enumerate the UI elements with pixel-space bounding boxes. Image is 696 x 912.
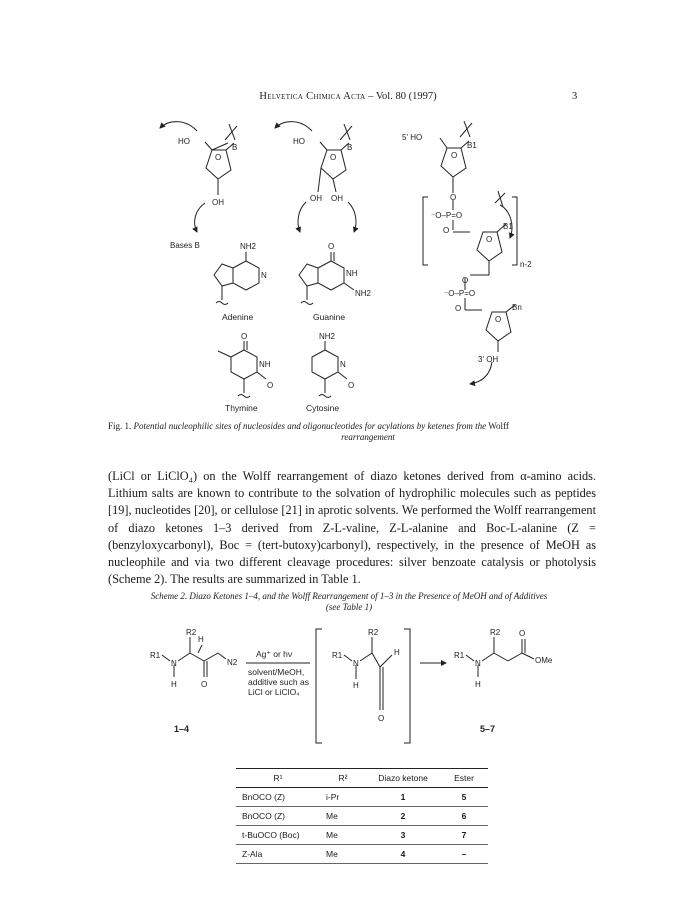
- base-name-cytosine: Cytosine: [306, 403, 340, 413]
- label-o-cytosine: O: [348, 381, 355, 390]
- label-o-2: O: [330, 153, 337, 162]
- reagent-line-4: LiCl or LiClO₄: [248, 687, 300, 697]
- cell-ester: 5: [440, 788, 488, 807]
- scheme2-drawing: [0, 615, 696, 765]
- atom-o-mid: O: [378, 714, 385, 723]
- label-o-guanine: O: [328, 242, 335, 251]
- label-oh-1: OH: [212, 198, 224, 207]
- atom-ome-right: OMe: [535, 656, 553, 665]
- cell-r1: BnOCO (Z): [236, 807, 320, 826]
- label-phosphate-1: ⁻O–P=O: [431, 211, 463, 220]
- base-name-adenine: Adenine: [222, 312, 254, 322]
- atom-r1-right: R1: [454, 651, 465, 660]
- cell-ester: 6: [440, 807, 488, 826]
- journal-name: Helvetica Chimica Acta: [259, 91, 366, 102]
- cell-r1: Z-Ala: [236, 845, 320, 864]
- arrow-1b: [195, 203, 205, 232]
- atom-n-left: N: [171, 659, 177, 668]
- label-b1-repeat: B1: [503, 222, 513, 231]
- figure1-caption: [108, 421, 628, 443]
- atom-n-right: N: [475, 659, 481, 668]
- reagent-line-1: Ag⁺ or hν: [256, 649, 293, 659]
- label-o-9: O: [495, 315, 502, 324]
- label-ho-1: HO: [178, 137, 190, 146]
- atom-n-mid: N: [353, 659, 359, 668]
- atom-h-mid-nh: H: [353, 681, 359, 690]
- label-oh-2a: OH: [310, 194, 322, 203]
- label-nh2-guanine: NH2: [355, 289, 372, 298]
- atom-h-left: H: [198, 635, 204, 644]
- figure1-caption-text: Potential nucleophilic sites of nucleosides and oligonucleotides for acylations by ketenes from the: [133, 421, 487, 431]
- body-text: [108, 468, 596, 588]
- cell-diazo: 4: [366, 845, 440, 864]
- atom-r2-right: R2: [490, 628, 501, 637]
- label-ho-2: HO: [293, 137, 305, 146]
- label-bn: Bn: [512, 303, 522, 312]
- figure1-caption-label: Fig. 1.: [108, 421, 132, 431]
- table-row: [236, 807, 488, 826]
- page-number: 3: [572, 91, 578, 102]
- figure1-drawing: [0, 0, 696, 420]
- reagent-line-2: solvent/MeOH,: [248, 667, 305, 677]
- base-name-thymine: Thymine: [225, 403, 258, 413]
- label-o-3: O: [451, 151, 458, 160]
- label-o-thymine: O: [241, 332, 248, 341]
- label-o-7: O: [462, 276, 469, 285]
- scheme2-caption: [108, 591, 590, 613]
- cell-r2: i-Pr: [320, 788, 366, 807]
- table-row: [236, 788, 488, 807]
- atom-r2-mid: R2: [368, 628, 379, 637]
- arrow-2a: [275, 122, 312, 131]
- label-nh-guanine: NH: [346, 269, 358, 278]
- reagent-line-3: additive such as: [248, 677, 309, 687]
- table-row: [236, 845, 488, 864]
- cell-ester: 7: [440, 826, 488, 845]
- cell-diazo: 1: [366, 788, 440, 807]
- label-o-5: O: [443, 226, 450, 235]
- figure1-caption-wolff: Wolff: [488, 421, 509, 431]
- scheme2-caption-line2: (see Table 1): [325, 602, 373, 612]
- cell-diazo: 2: [366, 807, 440, 826]
- cell-r1: t-BuOCO (Boc): [236, 826, 320, 845]
- atom-h-right: H: [475, 680, 481, 689]
- journal-volume: – Vol. 80 (1997): [368, 91, 437, 102]
- label-b1: B1: [467, 141, 477, 150]
- atom-o-left: O: [201, 680, 208, 689]
- atom-r1-left: R1: [150, 651, 161, 660]
- atom-o-right: O: [519, 629, 526, 638]
- cell-diazo: 3: [366, 826, 440, 845]
- arrow-1a: [160, 122, 197, 131]
- table-header-row: [236, 769, 488, 788]
- atom-r1-mid: R1: [332, 651, 343, 660]
- atom-n2-left: N2: [227, 658, 238, 667]
- scheme2-caption-line1: Scheme 2. Diazo Ketones 1–4, and the Wolff Rearrangement of 1–3 in the Presence of MeOH and of Additives: [150, 591, 548, 601]
- table-header-r2: R²: [320, 769, 366, 788]
- label-b-2: B: [347, 143, 353, 152]
- label-o-thymine-2: O: [267, 381, 274, 390]
- label-n-cytosine: N: [340, 360, 346, 369]
- label-bases-b: Bases B: [170, 241, 200, 250]
- label-3prime-oh: 3' OH: [478, 355, 499, 364]
- table-header-ester: Ester: [440, 769, 488, 788]
- label-n-minus-2: n-2: [520, 260, 532, 269]
- cell-r2: Me: [320, 807, 366, 826]
- data-table: [236, 768, 488, 864]
- label-nh2-adenine: NH2: [240, 242, 257, 251]
- label-nh2-cytosine: NH2: [319, 332, 336, 341]
- table-header-r1: R¹: [236, 769, 320, 788]
- body-paragraph: (LiCl or LiClO₄) on the Wolff rearrangement of diazo ketones derived from α-amino acids. Lithium salts are known to contribute to the solvation of hydrophilic molecules such as peptides [19], nucleotides [20], or cellulose [21] in aprotic solvents. We performed the Wolff rearrangement of diazo ketones 1–3 derived from Z-L-valine, Z-L-alanine and Boc-L-alanine (Z = (benzyloxycarbonyl), Boc = (tert-butoxy)carbonyl), respectively, in the presence of MeOH as nucleophile and via two different cleavage procedures: silver benzoate catalysis or photolysis (Scheme 2). The results are summarized in Table 1.: [108, 469, 596, 587]
- label-o-1: O: [215, 153, 222, 162]
- cell-r2: Me: [320, 845, 366, 864]
- atom-r2-left: R2: [186, 628, 197, 637]
- label-b-1: B: [232, 143, 238, 152]
- figure1-caption-line2: rearrangement: [341, 432, 395, 442]
- base-name-guanine: Guanine: [313, 312, 346, 322]
- label-phosphate-2: ⁻O–P=O: [444, 289, 476, 298]
- cell-ester: –: [440, 845, 488, 864]
- label-nh-thymine: NH: [259, 360, 271, 369]
- label-n-adenine: N: [261, 271, 267, 280]
- label-o-4: O: [450, 193, 457, 202]
- compound-label-left: 1–4: [174, 724, 190, 734]
- atom-h-left-nh: H: [171, 680, 177, 689]
- cell-r2: Me: [320, 826, 366, 845]
- label-o-8: O: [455, 304, 462, 313]
- cell-r1: BnOCO (Z): [236, 788, 320, 807]
- label-oh-2b: OH: [331, 194, 343, 203]
- table-header-diazo: Diazo ketone: [366, 769, 440, 788]
- label-5prime-ho: 5' HO: [402, 133, 423, 142]
- label-o-6: O: [486, 235, 493, 244]
- compound-label-right: 5–7: [480, 724, 496, 734]
- atom-h-mid: H: [394, 648, 400, 657]
- table-row: [236, 826, 488, 845]
